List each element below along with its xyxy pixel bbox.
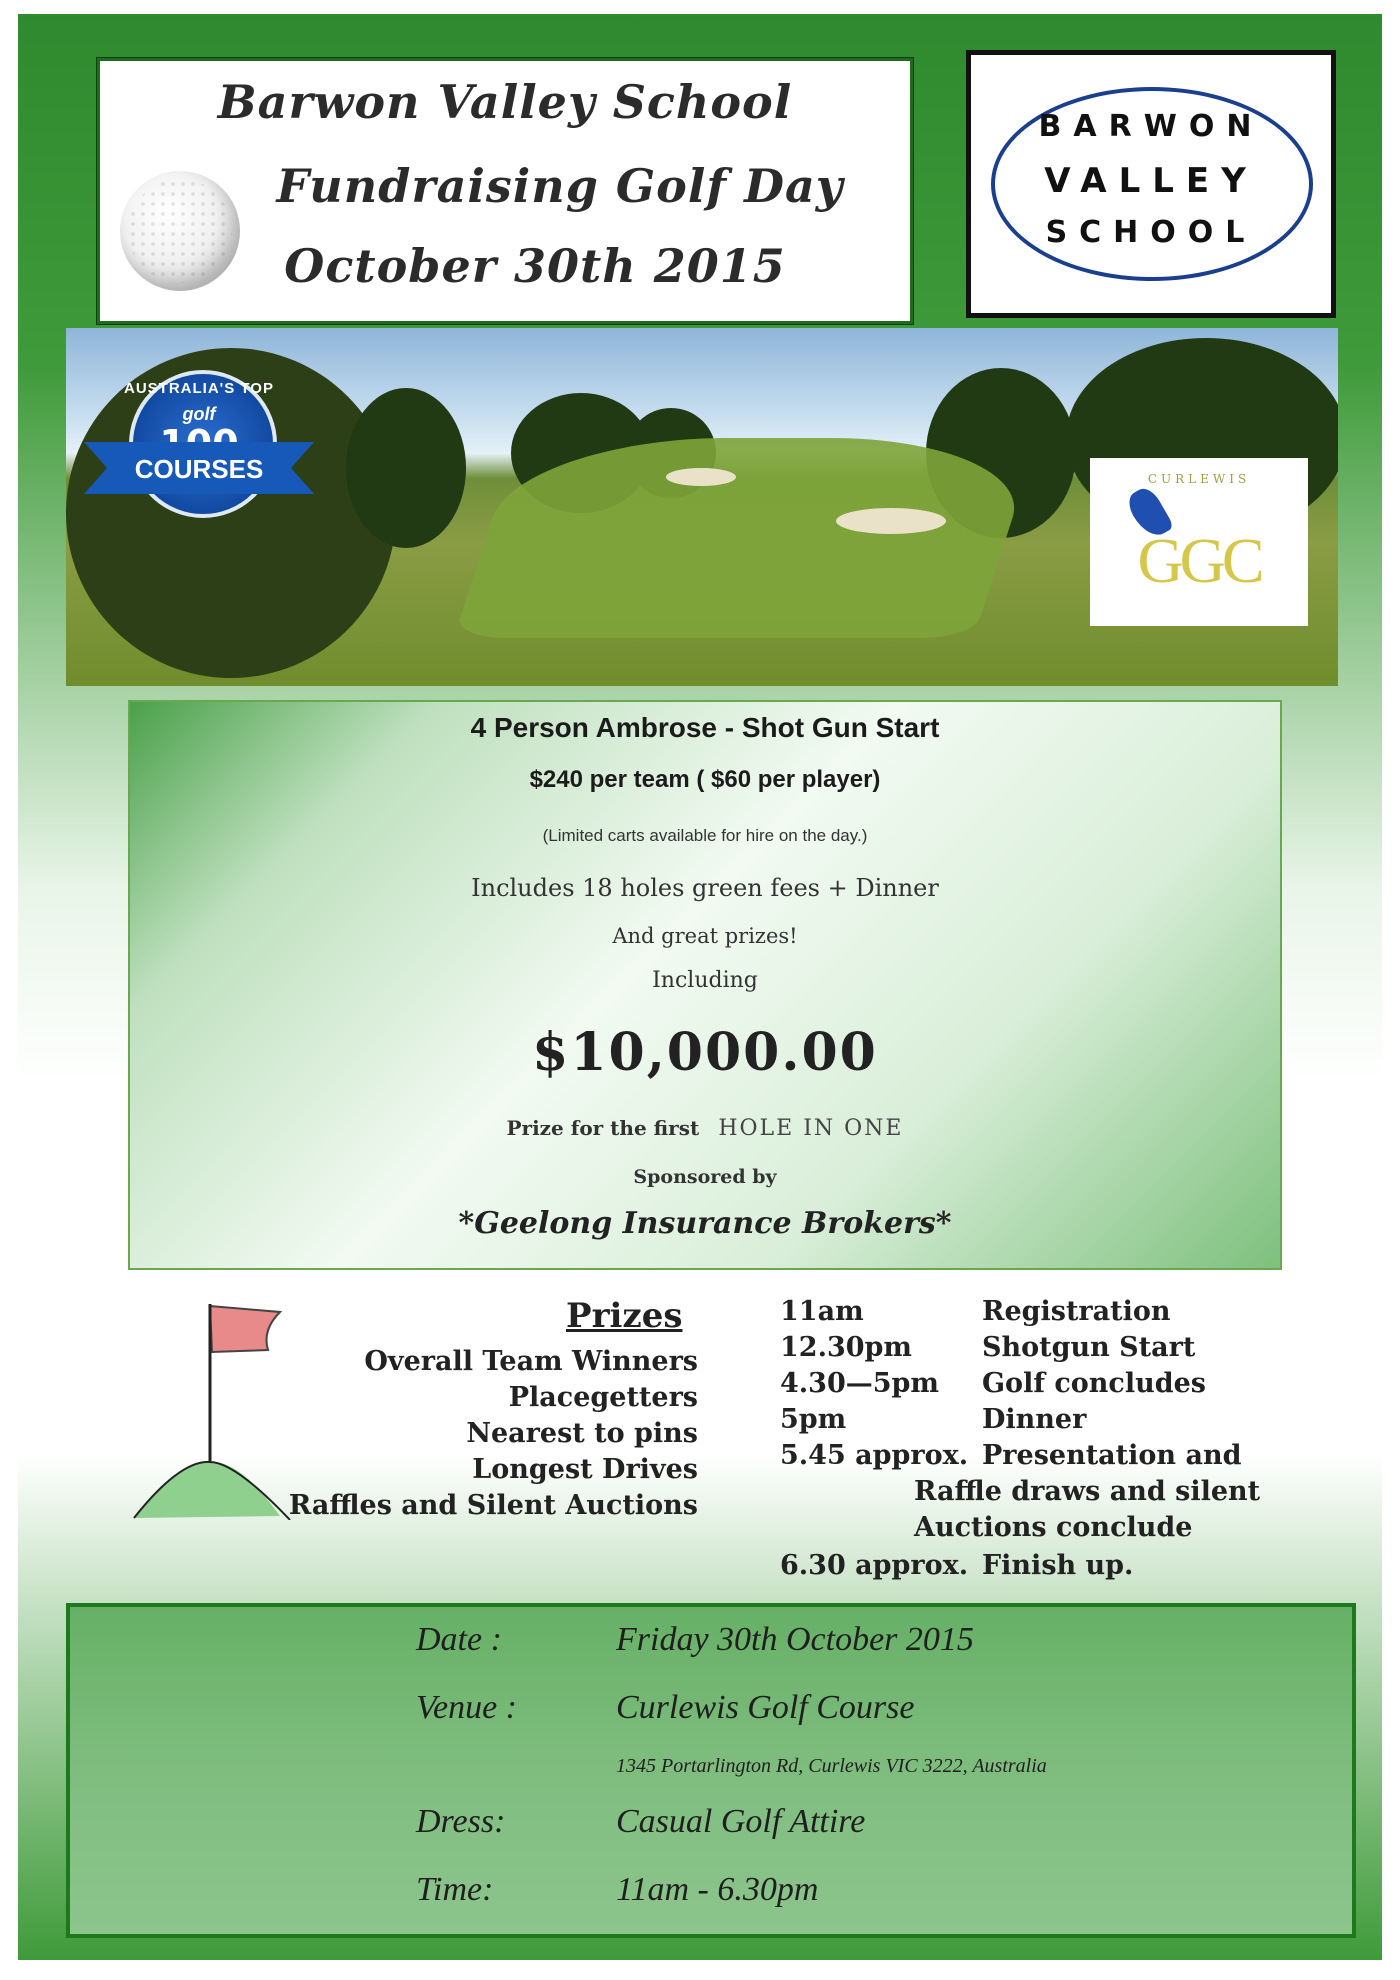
sponsor-name: *Geelong Insurance Brokers* xyxy=(458,1206,952,1241)
includes-line: Includes 18 holes green fees + Dinner xyxy=(471,874,939,902)
title-line-1: Barwon Valley School xyxy=(217,75,793,129)
top-100-badge xyxy=(84,370,314,530)
schedule-time: 12.30pm xyxy=(780,1332,912,1363)
title-line-3: October 30th 2015 xyxy=(284,239,786,293)
tree-shape xyxy=(346,388,466,548)
schedule-time: 6.30 approx. xyxy=(780,1550,969,1581)
including-line: Including xyxy=(652,968,758,993)
venue-value: Curlewis Golf Course xyxy=(616,1689,915,1726)
schedule-time: 4.30—5pm xyxy=(780,1368,939,1399)
club-name: CURLEWIS xyxy=(1147,472,1251,486)
prize-for-text: Prize for the first xyxy=(506,1116,700,1140)
date-value: Friday 30th October 2015 xyxy=(616,1621,974,1658)
schedule-event: Finish up. xyxy=(982,1550,1134,1581)
event-format: 4 Person Ambrose - Shot Gun Start xyxy=(470,712,940,743)
schedule-time: 11am xyxy=(780,1296,864,1327)
hole-in-one-line xyxy=(130,1116,1280,1141)
schedule-event: Shotgun Start xyxy=(982,1332,1196,1363)
logo-word-1: BARWON xyxy=(1038,109,1264,144)
schedule-time: 5pm xyxy=(780,1404,847,1435)
schedule-event: Golf concludes xyxy=(982,1368,1207,1399)
logo-word-3: SCHOOL xyxy=(1045,215,1257,250)
schedule-event: Registration xyxy=(982,1296,1171,1327)
prize-item: Longest Drives xyxy=(472,1454,698,1485)
prize-item: Nearest to pins xyxy=(466,1418,698,1449)
golf-flag-icon xyxy=(130,1290,300,1520)
title-box xyxy=(97,58,913,324)
event-info-box xyxy=(128,700,1282,1270)
venue-label: Venue : xyxy=(416,1689,518,1726)
school-logo xyxy=(966,50,1336,318)
bunker xyxy=(836,508,946,534)
club-letters: GGC xyxy=(1137,525,1261,596)
time-value: 11am - 6.30pm xyxy=(616,1871,819,1908)
venue-address: 1345 Portarlington Rd, Curlewis VIC 3222, Australia xyxy=(616,1755,1047,1777)
bunker xyxy=(666,468,736,486)
badge-brand: golf xyxy=(182,404,216,424)
schedule-event: Dinner xyxy=(982,1404,1087,1435)
prizes-heading: Prizes xyxy=(566,1296,683,1336)
golf-course-photo xyxy=(66,328,1338,686)
sponsored-by-text: Sponsored by xyxy=(633,1166,777,1188)
badge-top-text: AUSTRALIA'S TOP xyxy=(124,380,274,397)
schedule-time: 5.45 approx. xyxy=(780,1440,969,1471)
schedule-event: Raffle draws and silent xyxy=(914,1476,1261,1507)
badge-courses: COURSES xyxy=(134,454,264,484)
time-label: Time: xyxy=(416,1871,494,1908)
carts-note: (Limited carts available for hire on the day.) xyxy=(542,826,868,845)
logo-word-2: VALLEY xyxy=(1044,161,1258,201)
great-prizes-line: And great prizes! xyxy=(612,924,798,948)
event-price: $240 per team ( $60 per player) xyxy=(529,766,881,793)
prize-item: Raffles and Silent Auctions xyxy=(288,1490,698,1521)
prize-item: Placegetters xyxy=(508,1382,698,1413)
date-label: Date : xyxy=(416,1621,502,1658)
event-details-box xyxy=(66,1603,1356,1938)
hole-in-one-text: HOLE IN ONE xyxy=(718,1116,904,1141)
prize-item: Overall Team Winners xyxy=(364,1346,698,1377)
big-prize-amount: $10,000.00 xyxy=(532,1022,878,1083)
schedule-event: Auctions conclude xyxy=(914,1512,1193,1543)
dress-value: Casual Golf Attire xyxy=(616,1803,866,1840)
dress-label: Dress: xyxy=(416,1803,506,1840)
curlewis-club-logo xyxy=(1090,458,1308,626)
title-line-2: Fundraising Golf Day xyxy=(276,159,844,213)
schedule-event: Presentation and xyxy=(982,1440,1242,1471)
